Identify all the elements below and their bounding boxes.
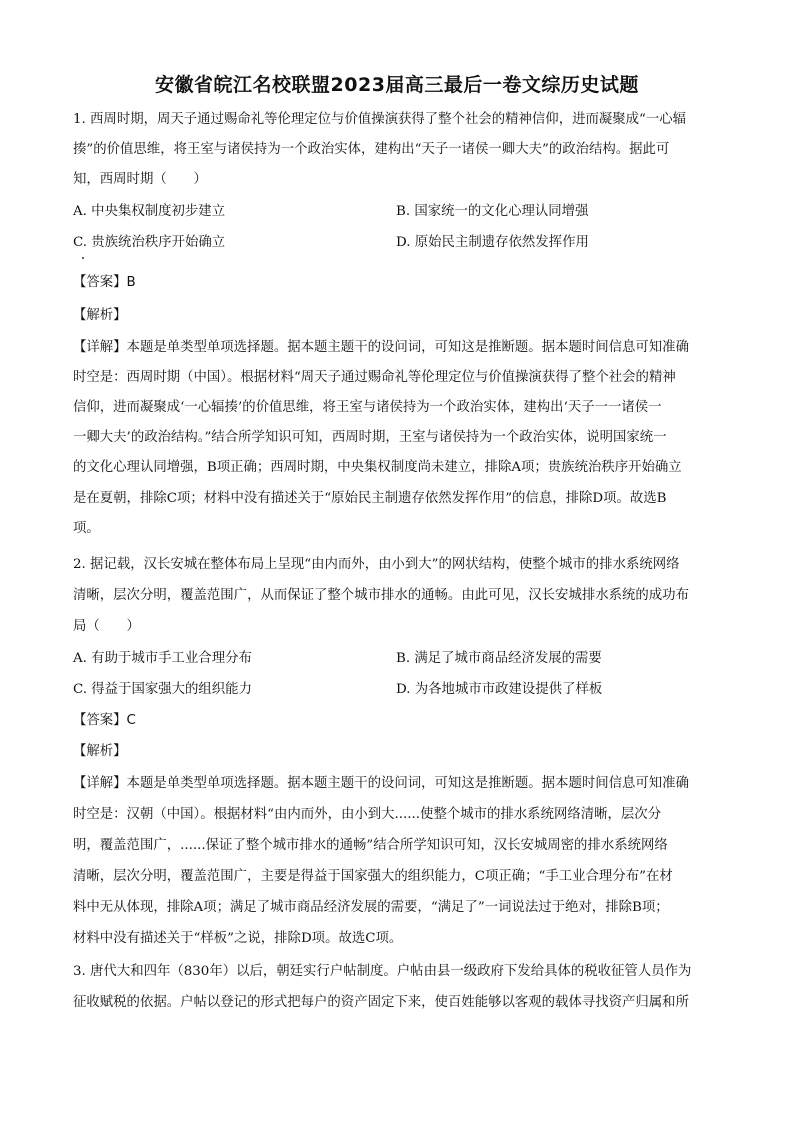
q1-detail-line: 信仰，进而凝聚成‘一心辐揍’的价值思维，将王室与诸侯持为一个政治实体，建构出‘天子一一诸侯一	[73, 400, 662, 415]
q1-stem-line: 1. 西周时期，周天子通过赐命礼等伦理定位与价值操演获得了整个社会的精神信仰，进而凝聚成“一心辐	[73, 112, 687, 127]
q2-stem-line: 清晰，层次分明，覆盖范围广，从而保证了整个城市排水的通畅。由此可见，汉长安城排水系统的成功布	[73, 588, 689, 603]
q2-detail-line: 材料中没有描述关于“样板”之说，排除D项。故选C项。	[73, 931, 403, 946]
q2-option-b: B. 满足了城市商品经济发展的需要	[396, 651, 602, 666]
q2-answer: 【答案】C	[73, 713, 136, 728]
q1-option-d: D. 原始民主制遗存依然发挥作用	[396, 235, 589, 250]
q2-detail-line: 【详解】本题是单类型单项选择题。据本题主题干的设问词，可知这是推断题。据本题时间信息可知准确	[73, 776, 689, 791]
q2-option-a: A. 有助于城市手工业合理分布	[73, 651, 252, 666]
q1-option-a: A. 中央集权制度初步建立	[73, 204, 226, 219]
q2-detail-line: 料中无从体现，排除A项；满足了城市商品经济发展的需要，“满足了”一词说法过于绝对，排除B项；	[73, 900, 669, 915]
q2-stem-line: 2. 据记载，汉长安城在整体布局上呈现“由内而外，由小到大”的网状结构，使整个城市的排水系统网络	[73, 557, 680, 572]
q2-stem-line: 局（ ）	[73, 619, 140, 634]
q1-detail-line: 一卿大夫’的政治结构。”结合所学知识可知，西周时期，王室与诸侯持为一个政治实体，说明国家统一	[73, 430, 667, 445]
q2-detail-line: 时空是：汉朝（中国）。根据材料“由内而外，由小到大......使整个城市的排水系统网络清晰，层次分	[73, 807, 662, 822]
q1-detail-line: 的文化心理认同增强，B项正确；西周时期，中央集权制度尚未建立，排除A项；贵族统治秩序开始确立	[73, 460, 682, 475]
q3-stem-line: 征收赋税的依据。户帖以登记的形式把每户的资产固定下来，使百姓能够以客观的载体寻找资产归属和所	[73, 995, 689, 1010]
q1-detail-line: 项。	[73, 521, 100, 536]
stray-dot	[82, 257, 84, 259]
q2-detail-line: 明，覆盖范围广，......保证了整个城市排水的通畅”结合所学知识可知，汉长安城周密的排水系统网络	[73, 838, 668, 853]
q1-stem-line: 知，西周时期（ ）	[73, 172, 207, 187]
q2-option-d: D. 为各地城市市政建设提供了样板	[396, 682, 603, 697]
q1-detail-line: 【详解】本题是单类型单项选择题。据本题主题干的设问词，可知这是推断题。据本题时间信息可知准确	[73, 340, 689, 355]
q1-option-c: C. 贵族统治秩序开始确立	[73, 235, 226, 250]
q1-detail-line: 是在夏朝，排除C项；材料中没有描述关于“原始民主制遗存依然发挥作用”的信息，排除D项。故选B	[73, 491, 667, 506]
q1-answer: 【答案】B	[73, 275, 136, 290]
q1-option-b: B. 国家统一的文化心理认同增强	[396, 204, 589, 219]
q1-analysis-heading: 【解析】	[73, 308, 127, 323]
page-title: 安徽省皖江名校联盟2023届高三最后一卷文综历史试题	[155, 74, 639, 96]
q1-stem-line: 揍”的价值思维，将王室与诸侯持为一个政治实体，建构出“天子一诸侯一卿大夫”的政治结构。据此可	[73, 142, 670, 157]
q1-detail-line: 时空是：西周时期（中国）。根据材料“周天子通过赐命礼等伦理定位与价值操演获得了整个社会的精神	[73, 370, 676, 385]
q2-analysis-heading: 【解析】	[73, 744, 127, 759]
q2-option-c: C. 得益于国家强大的组织能力	[73, 682, 252, 697]
q3-stem-line: 3. 唐代大和四年（830年）以后，朝廷实行户帖制度。户帖由县一级政府下发给具体的税收征管人员作为	[73, 964, 692, 979]
q2-detail-line: 清晰，层次分明，覆盖范围广，主要是得益于国家强大的组织能力，C项正确；“手工业合理分布”在材	[73, 869, 673, 884]
